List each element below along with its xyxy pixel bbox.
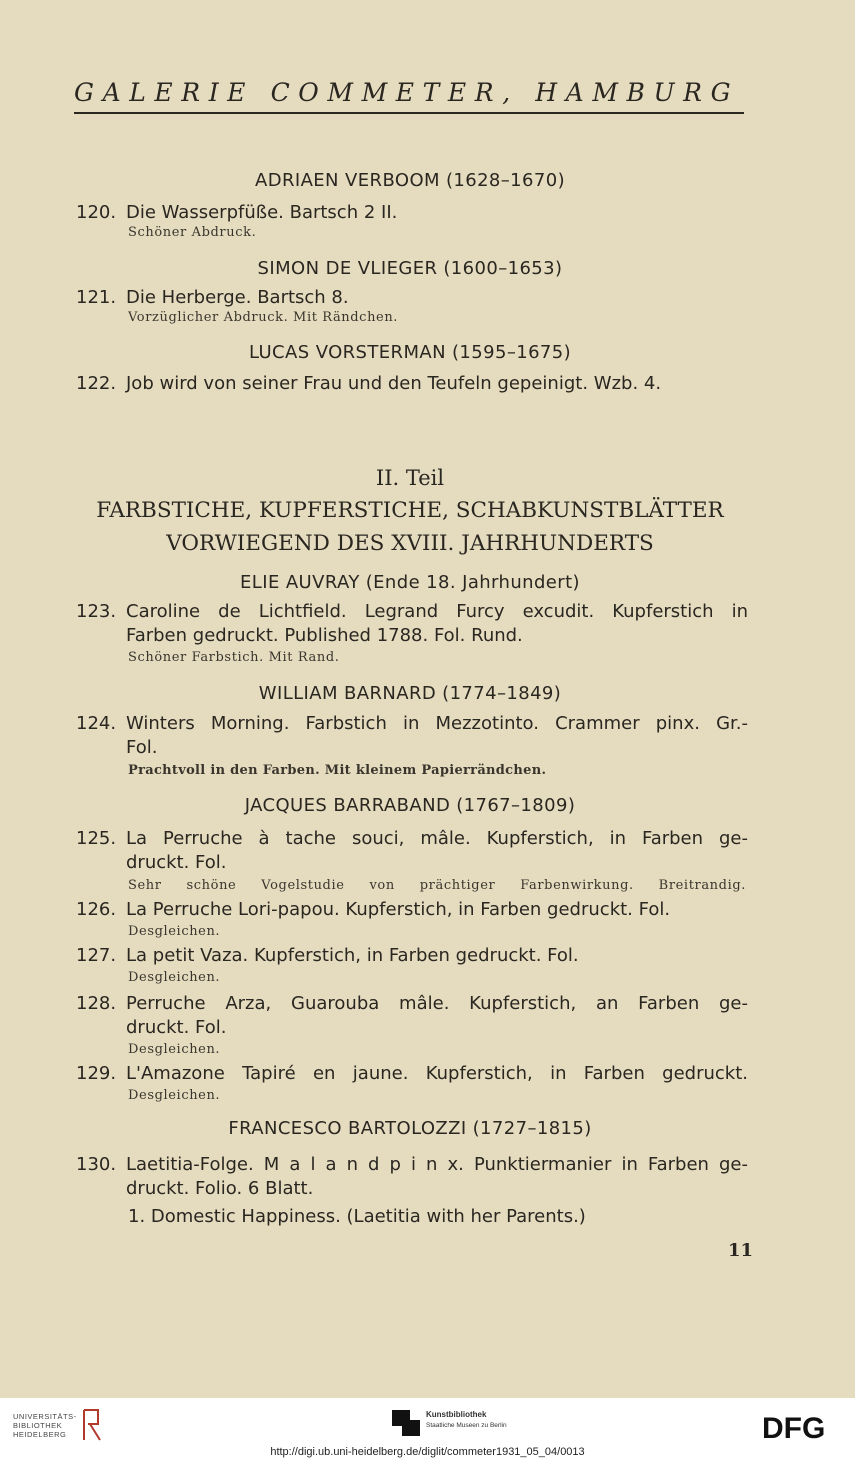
entry-number: 128. [76, 993, 117, 1014]
artist-dates: (Ende 18. Jahrhundert) [365, 572, 580, 593]
entry-number: 130. [76, 1154, 117, 1175]
dfg-wordmark: DFG [762, 1413, 826, 1441]
kb-subtitle: Staatliche Museen zu Berlin [426, 1422, 507, 1429]
entry-note: Schöner Farbstich. Mit Rand. [128, 650, 340, 665]
entry-text: Winters Morning. Farbstich in Mezzotinto. Crammer pinx. Gr.- [126, 713, 748, 734]
entry-text: L'Amazone Tapiré en jaune. Kupferstich, in Farben gedruckt. [126, 1063, 748, 1084]
artist-name: LUCAS VORSTERMAN [248, 342, 446, 363]
artist-heading [60, 342, 760, 363]
entry-note: Sehr schöne Vogelstudie von prächtiger Farbenwirkung. Breitrandig. [128, 878, 746, 893]
artist-name: ADRIAEN VERBOOM [254, 170, 440, 191]
entry-text: La Perruche Lori-papou. Kupferstich, in Farben gedruckt. Fol. [126, 899, 671, 920]
entry-note: Desgleichen. [128, 1088, 221, 1103]
digitization-footer [0, 1398, 855, 1461]
dfg-logo-icon [762, 1413, 842, 1441]
artist-heading [60, 1118, 760, 1139]
page-number: 11 [728, 1240, 754, 1261]
entry-text: Die Herberge. Bartsch 8. [126, 287, 349, 308]
kunstbibliothek-label [426, 1410, 507, 1429]
kb-title: Kunstbibliothek [426, 1410, 487, 1419]
artist-heading [60, 258, 760, 279]
artist-dates: (1595–1675) [451, 342, 572, 363]
entry-note: Desgleichen. [128, 924, 221, 939]
artist-name: FRANCESCO BARTOLOZZI [228, 1118, 467, 1139]
entry-text: Fol. [126, 737, 158, 758]
entry-number: 126. [76, 899, 117, 920]
artist-name: SIMON DE VLIEGER [257, 258, 438, 279]
entry-number: 124. [76, 713, 117, 734]
university-line: BIBLIOTHEK [13, 1421, 63, 1430]
entry-text: La Perruche à tache souci, mâle. Kupferstich, in Farben ge- [126, 828, 748, 849]
entry-text: Perruche Arza, Guarouba mâle. Kupferstich, an Farben ge- [126, 993, 748, 1014]
entry-text: Die Wasserpfüße. Bartsch 2 II. [126, 202, 398, 223]
kunstbibliothek-logo-icon [392, 1410, 420, 1436]
artist-dates: (1767–1809) [456, 795, 576, 816]
university-library-label [13, 1412, 77, 1439]
source-url[interactable]: http://digi.ub.uni-heidelberg.de/diglit/commeter1931_05_04/0013 [270, 1446, 585, 1458]
entry-note: Desgleichen. [128, 970, 221, 985]
artist-dates: (1727–1815) [472, 1118, 592, 1139]
university-seal-icon [80, 1408, 104, 1442]
artist-name: JACQUES BARRABAND [244, 795, 451, 816]
artist-name: ELIE AUVRAY [240, 572, 360, 593]
university-line: HEIDELBERG [13, 1430, 67, 1439]
artist-heading [60, 572, 760, 593]
entry-text: druckt. Folio. 6 Blatt. [126, 1178, 314, 1199]
entry-number: 125. [76, 828, 117, 849]
entry-number: 123. [76, 601, 117, 622]
entry-number: 127. [76, 945, 117, 966]
entry-text: druckt. Fol. [126, 1017, 227, 1038]
entry-subitem: 1. Domestic Happiness. (Laetitia with her Parents.) [128, 1206, 586, 1227]
artist-heading [60, 795, 760, 816]
entry-note: Desgleichen. [128, 1042, 221, 1057]
part-title: II. Teil [375, 466, 445, 490]
entry-text: Farben gedruckt. Published 1788. Fol. Rund. [126, 625, 523, 646]
entry-text: Caroline de Lichtfield. Legrand Furcy excudit. Kupferstich in [126, 601, 748, 622]
university-line: UNIVERSITÄTS- [13, 1412, 77, 1421]
running-header: GALERIE COMMETER, HAMBURG [74, 78, 740, 107]
entry-number: 120. [76, 202, 117, 223]
entry-note: Vorzüglicher Abdruck. Mit Rändchen. [128, 310, 399, 325]
artist-dates: (1628–1670) [445, 170, 566, 191]
artist-heading [60, 170, 760, 191]
entry-text: Laetitia-Folge. M a l a n d p i n x. Punktiermanier in Farben ge- [126, 1154, 748, 1175]
part-heading-2: VORWIEGEND DES XVIII. JAHRHUNDERTS [166, 531, 654, 556]
artist-dates: (1600–1653) [443, 258, 563, 279]
entry-text: druckt. Fol. [126, 852, 227, 873]
header-rule [74, 112, 744, 114]
entry-note: Schöner Abdruck. [128, 225, 257, 240]
artist-heading [60, 683, 760, 704]
artist-dates: (1774–1849) [442, 683, 562, 704]
entry-number: 122. [76, 373, 117, 394]
entry-text: Job wird von seiner Frau und den Teufeln gepeinigt. Wzb. 4. [126, 373, 662, 394]
entry-number: 121. [76, 287, 117, 308]
entry-number: 129. [76, 1063, 117, 1084]
part-heading-1: FARBSTICHE, KUPFERSTICHE, SCHABKUNSTBLÄTTER [96, 498, 724, 523]
entry-text: La petit Vaza. Kupferstich, in Farben gedruckt. Fol. [126, 945, 579, 966]
entry-note: Prachtvoll in den Farben. Mit kleinem Papierrändchen. [128, 763, 547, 778]
artist-name: WILLIAM BARNARD [258, 683, 437, 704]
